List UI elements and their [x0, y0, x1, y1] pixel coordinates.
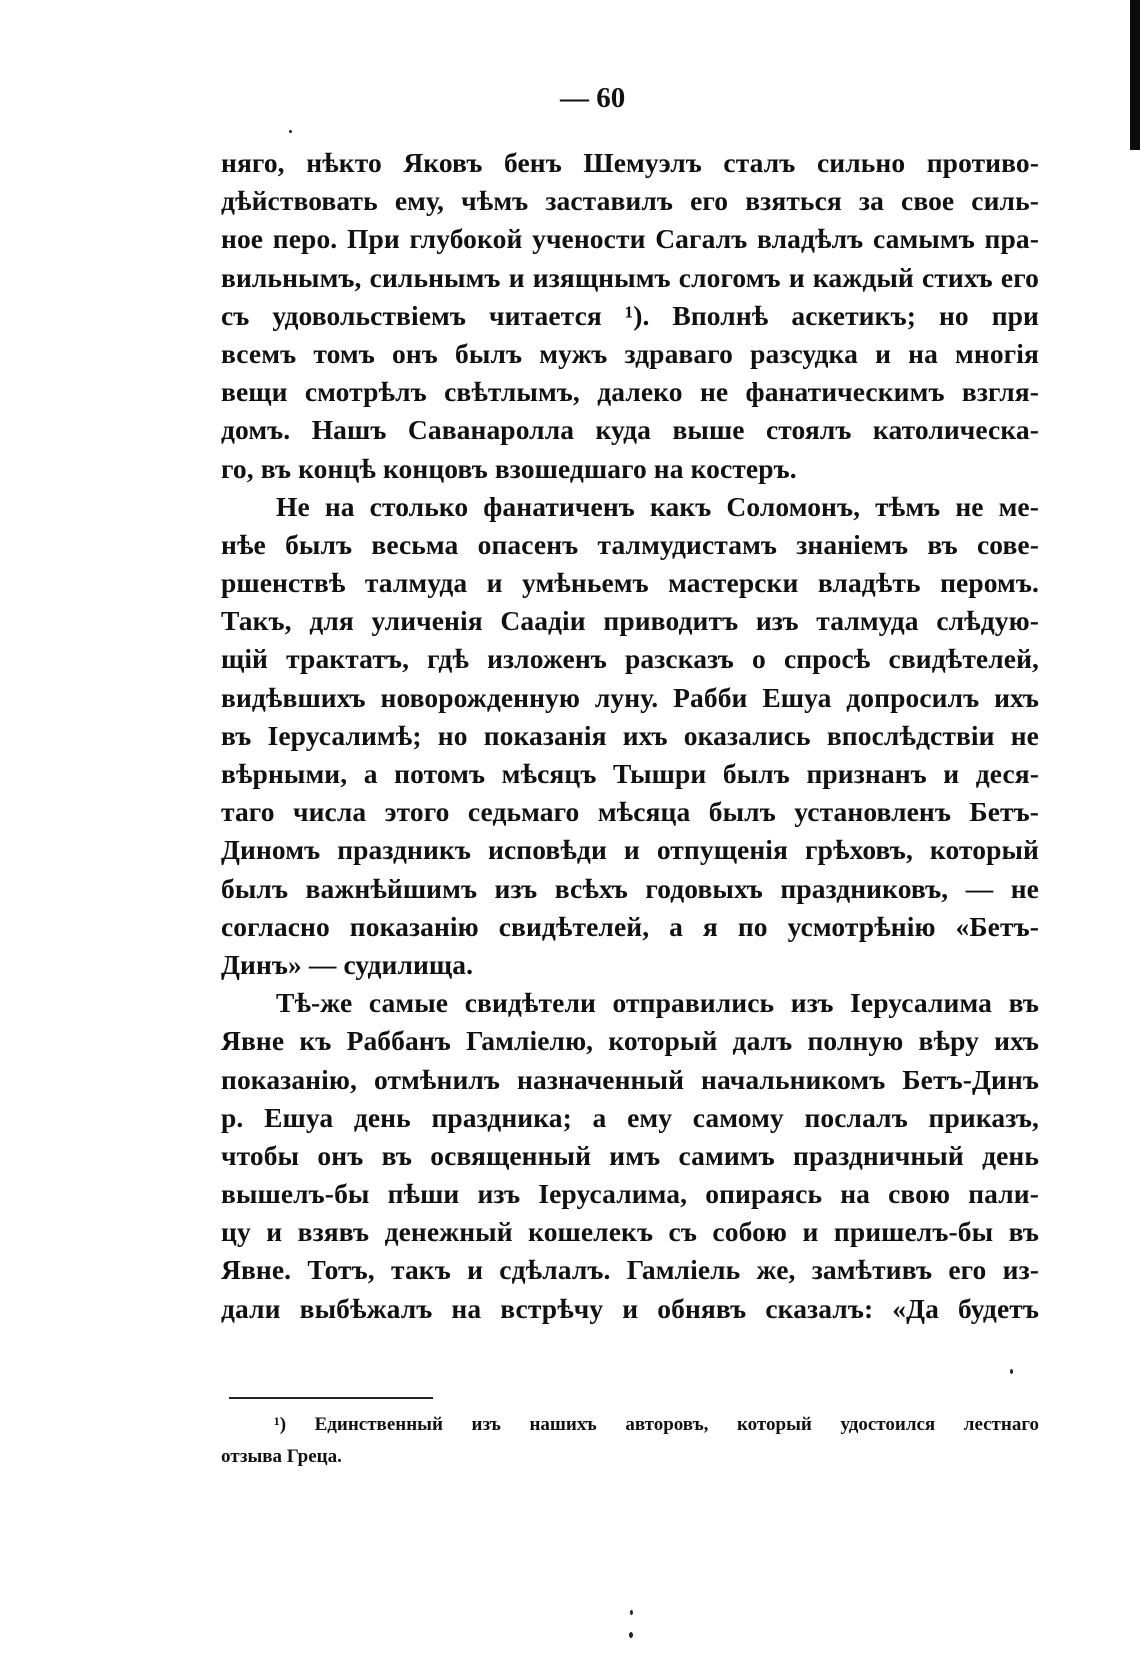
main-text	[221, 144, 1039, 1328]
footnote-line: отзыва Греца.	[221, 1446, 342, 1467]
page-number: — 60	[560, 82, 626, 114]
text-line: Диномъ праздникъ исповѣди и отпущенія грѣховъ, который	[221, 834, 1039, 866]
text-line: р. Ешуа день праздника; а ему самому послалъ приказъ,	[221, 1101, 1039, 1133]
scan-speck	[629, 1632, 633, 1638]
text-line: согласно показанію свидѣтелей, а я по усмотрѣнію «Бетъ-	[221, 910, 1039, 942]
text-line: вышелъ-бы пѣши изъ Іерусалима, опираясь на свою пали-	[221, 1178, 1039, 1210]
paragraph-2	[221, 488, 1039, 984]
text-line: ршенствѣ талмуда и умѣньемъ мастерски владѣть перомъ.	[221, 567, 1039, 599]
text-line: няго, нѣкто Яковъ бенъ Шемуэлъ сталъ сильно противо-	[221, 147, 1039, 178]
text-line: вильнымъ, сильнымъ и изящнымъ слогомъ и каждый стихъ его	[221, 261, 1039, 293]
text-line: нѣе былъ весьма опасенъ талмудистамъ знаніемъ въ сове-	[221, 528, 1039, 560]
text-line: щій трактатъ, гдѣ изложенъ разсказъ о спросѣ свидѣтелей,	[221, 643, 1039, 675]
scan-edge-bar	[1130, 0, 1140, 150]
text-line: цу и взявъ денежный кошелекъ съ собою и пришелъ-бы въ	[221, 1216, 1039, 1248]
text-line: Явне къ Раббанъ Гамліелю, который далъ полную вѣру ихъ	[221, 1025, 1039, 1057]
text-line: дали выбѣжалъ на встрѣчу и обнявъ сказалъ: «Да будетъ	[221, 1292, 1039, 1324]
paragraph-1	[221, 144, 1039, 488]
scan-speck	[289, 130, 292, 133]
footnote-divider	[229, 1397, 433, 1399]
text-line: съ удовольствіемъ читается ¹). Вполнѣ аскетикъ; но при	[221, 299, 1039, 331]
text-line: чтобы онъ въ освященный имъ самимъ праздничный день	[221, 1139, 1039, 1171]
text-line: домъ. Нашъ Саванаролла куда выше стоялъ католическа-	[221, 414, 1039, 446]
text-line: видѣвшихъ новорожденную луну. Рабби Ешуа допросилъ ихъ	[221, 681, 1039, 713]
text-line: Не на столько фанатиченъ какъ Соломонъ, тѣмъ не ме-	[276, 490, 1039, 522]
text-line: всемъ томъ онъ былъ мужъ здраваго разсудка и на многія	[221, 337, 1039, 369]
text-line: Динъ» — судилища.	[221, 948, 474, 980]
text-line: Такъ, для уличенія Саадіи приводитъ изъ талмуда слѣдую-	[221, 605, 1039, 637]
footnote-line: ¹) Единственный изъ нашихъ авторовъ, который удостоился лестнаго	[274, 1414, 1039, 1435]
text-line: Явне. Тотъ, такъ и сдѣлалъ. Гамліель же, замѣтивъ его из-	[221, 1254, 1039, 1286]
text-line: дѣйствовать ему, чѣмъ заставилъ его взяться за свое силь-	[221, 185, 1039, 217]
text-line: таго числа этого седьмаго мѣсяца былъ установленъ Бетъ-	[221, 796, 1039, 828]
text-line: Тѣ-же самые свидѣтели отправились изъ Іерусалима въ	[276, 987, 1039, 1019]
text-line: былъ важнѣйшимъ изъ всѣхъ годовыхъ праздниковъ, — не	[221, 872, 1039, 904]
scan-speck	[630, 1610, 633, 1615]
text-line: въ Іерусалимѣ; но показанія ихъ оказались впослѣдствіи не	[221, 719, 1039, 751]
scan-speck	[1010, 1369, 1013, 1374]
text-line: вѣрными, а потомъ мѣсяцъ Тышри былъ признанъ и деся-	[221, 758, 1039, 789]
text-line: показанію, отмѣнилъ назначенный начальникомъ Бетъ-Динъ	[221, 1063, 1039, 1095]
text-line: ное перо. При глубокой учености Сагалъ владѣлъ самымъ пра-	[221, 223, 1039, 255]
paragraph-3	[221, 984, 1039, 1328]
text-line: го, въ концѣ концовъ взошедшаго на костеръ.	[221, 452, 797, 484]
footnote	[221, 1409, 1039, 1473]
text-line: вещи смотрѣлъ свѣтлымъ, далеко не фанатическимъ взгля-	[221, 376, 1039, 408]
